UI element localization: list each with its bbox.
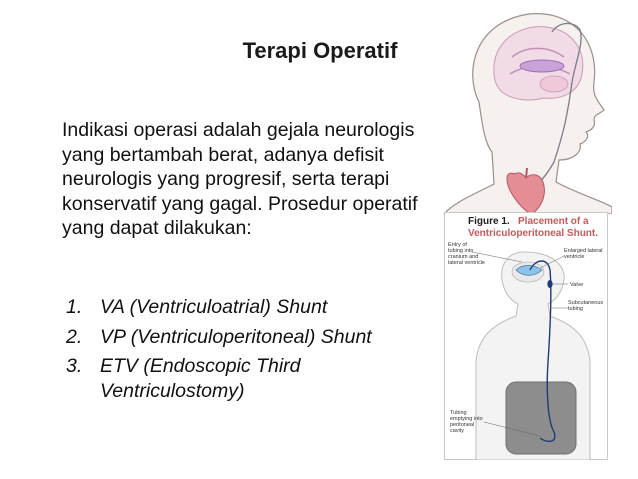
label-tubing: Subcutaneous tubing <box>568 300 604 312</box>
figure-label: Figure 1. <box>468 216 510 227</box>
list-item <box>66 325 426 350</box>
label-ventricle: Enlarged lateral ventricle <box>564 248 603 260</box>
list-text: VP (Ventriculoperitoneal) Shunt <box>100 325 372 348</box>
list-item <box>66 354 426 403</box>
label-valve: Valve <box>570 282 584 288</box>
figure-title-line2: Ventriculoperitoneal Shunt. <box>468 228 599 239</box>
list-number: 3. <box>66 355 83 377</box>
indication-paragraph: Indikasi operasi adalah gejala neurologis yang bertambah berat, adanya defisit neurologis yang progresif, serta terapi konservatif yang gagal. Prosedur operatif yang dapat dilakukan: <box>62 119 418 239</box>
list-number: 1. <box>66 296 83 318</box>
procedure-list <box>66 295 426 408</box>
list-text: ETV (Endoscopic Third Ventriculostomy) <box>100 355 301 402</box>
label-entry: Entry of tubing into cranium and lateral ventricle <box>448 242 485 266</box>
va-shunt-illustration <box>434 2 612 214</box>
list-text: VA (Ventriculoatrial) Shunt <box>100 296 328 318</box>
list-number: 2. <box>66 325 83 348</box>
list-item <box>66 295 426 320</box>
label-peritoneal: Tubing emptying into peritoneal cavity <box>450 410 483 434</box>
vp-shunt-figure <box>444 212 608 460</box>
slide-title: Terapi Operatif <box>242 38 398 63</box>
figure-title-line1: Placement of a <box>518 216 589 227</box>
